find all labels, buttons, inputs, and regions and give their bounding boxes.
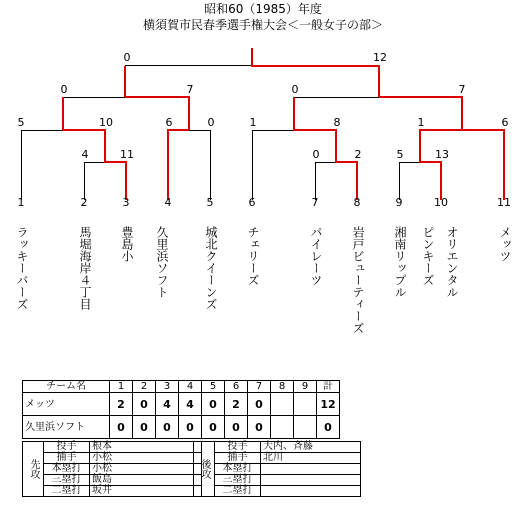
- table-header-row: [23, 381, 340, 393]
- bracket-line-r4-c: [400, 163, 442, 201]
- table-row: [23, 393, 340, 416]
- score: 7: [458, 83, 466, 96]
- score: 6: [501, 116, 509, 129]
- line-score-table: [22, 380, 340, 439]
- player-cell: 飯島: [90, 475, 202, 486]
- players-table-second: [193, 441, 361, 497]
- role-cell: 三塁打: [44, 475, 90, 486]
- inning-cell: 2: [225, 393, 248, 416]
- score: 10: [99, 116, 113, 129]
- total-cell: 0: [317, 416, 340, 439]
- header-cell: チーム名: [23, 381, 110, 393]
- team-cell: メッツ: [23, 393, 110, 416]
- seed-number: 2: [80, 196, 88, 209]
- score: 5: [17, 116, 25, 129]
- bracket-line-r3-c: [253, 131, 337, 201]
- header-cell: 8: [271, 381, 294, 393]
- score: 12: [373, 51, 387, 64]
- team-name: 岩戸ビューティーズ: [351, 226, 365, 334]
- team-name: 馬堀海岸４丁目: [78, 226, 92, 310]
- inning-cell: 0: [156, 416, 179, 439]
- header-cell: 5: [202, 381, 225, 393]
- inning-cell: [271, 416, 294, 439]
- score: 0: [312, 148, 320, 161]
- team-name: 城北クイーンズ: [204, 226, 218, 310]
- inning-cell: 0: [179, 416, 202, 439]
- score: 1: [417, 116, 425, 129]
- team-name: オリエンタル: [445, 226, 459, 298]
- player-cell: 小松: [90, 453, 202, 464]
- score: 5: [396, 148, 404, 161]
- seed-number: 3: [122, 196, 130, 209]
- winner-path-pinkies: [420, 130, 462, 200]
- role-cell: 三塁打: [215, 475, 261, 486]
- inning-cell: 2: [110, 393, 133, 416]
- inning-cell: [271, 393, 294, 416]
- team-cell: 久里浜ソフト: [23, 416, 110, 439]
- role-cell: 投手: [44, 442, 90, 453]
- score: 6: [165, 116, 173, 129]
- header-cell: 1: [110, 381, 133, 393]
- page-subtitle: 横須賀市民春季選手権大会＜一般女子の部＞: [142, 18, 383, 32]
- bracket-line-final: [126, 66, 380, 98]
- bracket-line-r3-a: [22, 131, 106, 201]
- team-name: チェリーズ: [246, 226, 260, 286]
- inning-cell: 4: [179, 393, 202, 416]
- players-table-first: [22, 441, 202, 497]
- inning-cell: 0: [133, 416, 156, 439]
- header-cell: 2: [133, 381, 156, 393]
- role-cell: 捕手: [215, 453, 261, 464]
- role-cell: 本塁打: [44, 464, 90, 475]
- role-cell: 二塁打: [44, 486, 90, 497]
- player-cell: 根本: [90, 442, 202, 453]
- header-cell: 7: [248, 381, 271, 393]
- score: 7: [186, 83, 194, 96]
- header-cell: 9: [294, 381, 317, 393]
- seed-number: 6: [248, 196, 256, 209]
- winner-path-left: [125, 97, 189, 130]
- header-cell: 6: [225, 381, 248, 393]
- seed-number: 7: [311, 196, 319, 209]
- team-name: パイレーツ: [309, 226, 323, 286]
- player-cell: [261, 486, 361, 497]
- score: 0: [60, 83, 68, 96]
- score: 13: [435, 148, 449, 161]
- team-name: 豊島小: [120, 226, 134, 262]
- role-cell: 投手: [215, 442, 261, 453]
- inning-cell: 4: [156, 393, 179, 416]
- player-cell: 坂井: [90, 486, 202, 497]
- page-title: 昭和60（1985）年度: [204, 2, 322, 16]
- player-cell: [261, 464, 361, 475]
- inning-cell: 0: [202, 393, 225, 416]
- player-cell: 大内、斉藤: [261, 442, 361, 453]
- inning-cell: [294, 393, 317, 416]
- score: 0: [291, 83, 299, 96]
- score: 2: [354, 148, 362, 161]
- bracket-line-right-semi: [295, 98, 463, 131]
- total-cell: 12: [317, 393, 340, 416]
- bracket-line-r4-b: [316, 163, 358, 201]
- score: 8: [333, 116, 341, 129]
- winner-path-kurihama: [168, 130, 189, 200]
- score: 1: [249, 116, 257, 129]
- header-cell: 計: [317, 381, 340, 393]
- seed-number: 5: [206, 196, 214, 209]
- inning-cell: 0: [248, 416, 271, 439]
- team-name: 湘南リップル: [393, 226, 407, 298]
- team-name: ピンキーズ: [421, 226, 435, 286]
- bracket-line-r3-b: [169, 131, 211, 201]
- team-name: 久里浜ソフト: [155, 226, 169, 298]
- winner-path-mets: [462, 130, 504, 200]
- seed-number: 8: [353, 196, 361, 209]
- team-name: メッツ: [498, 226, 512, 262]
- bracket-line-r3-d: [421, 131, 505, 201]
- seed-number: 10: [434, 196, 448, 209]
- team-name: ラッキーバーズ: [15, 226, 29, 310]
- side-label: 後攻: [194, 442, 215, 497]
- score: 11: [120, 148, 134, 161]
- player-cell: 小松: [90, 464, 202, 475]
- inning-cell: [294, 416, 317, 439]
- role-cell: 捕手: [44, 453, 90, 464]
- role-cell: 二塁打: [215, 486, 261, 497]
- inning-cell: 0: [225, 416, 248, 439]
- player-cell: 北川: [261, 453, 361, 464]
- seed-number: 11: [497, 196, 511, 209]
- header-cell: 4: [179, 381, 202, 393]
- header-cell: 3: [156, 381, 179, 393]
- table-row: [23, 416, 340, 439]
- inning-cell: 0: [110, 416, 133, 439]
- seed-number: 4: [164, 196, 172, 209]
- winner-path-final: [252, 48, 379, 97]
- inning-cell: 0: [133, 393, 156, 416]
- player-cell: [261, 475, 361, 486]
- seed-number: 9: [395, 196, 403, 209]
- score: 0: [207, 116, 215, 129]
- inning-cell: 0: [202, 416, 225, 439]
- bracket-line-r4-a: [85, 163, 127, 201]
- score: 0: [123, 51, 131, 64]
- score: 4: [81, 148, 89, 161]
- inning-cell: 0: [248, 393, 271, 416]
- side-label: 先攻: [23, 442, 44, 497]
- role-cell: 本塁打: [215, 464, 261, 475]
- seed-number: 1: [17, 196, 25, 209]
- tournament-bracket: [0, 0, 526, 200]
